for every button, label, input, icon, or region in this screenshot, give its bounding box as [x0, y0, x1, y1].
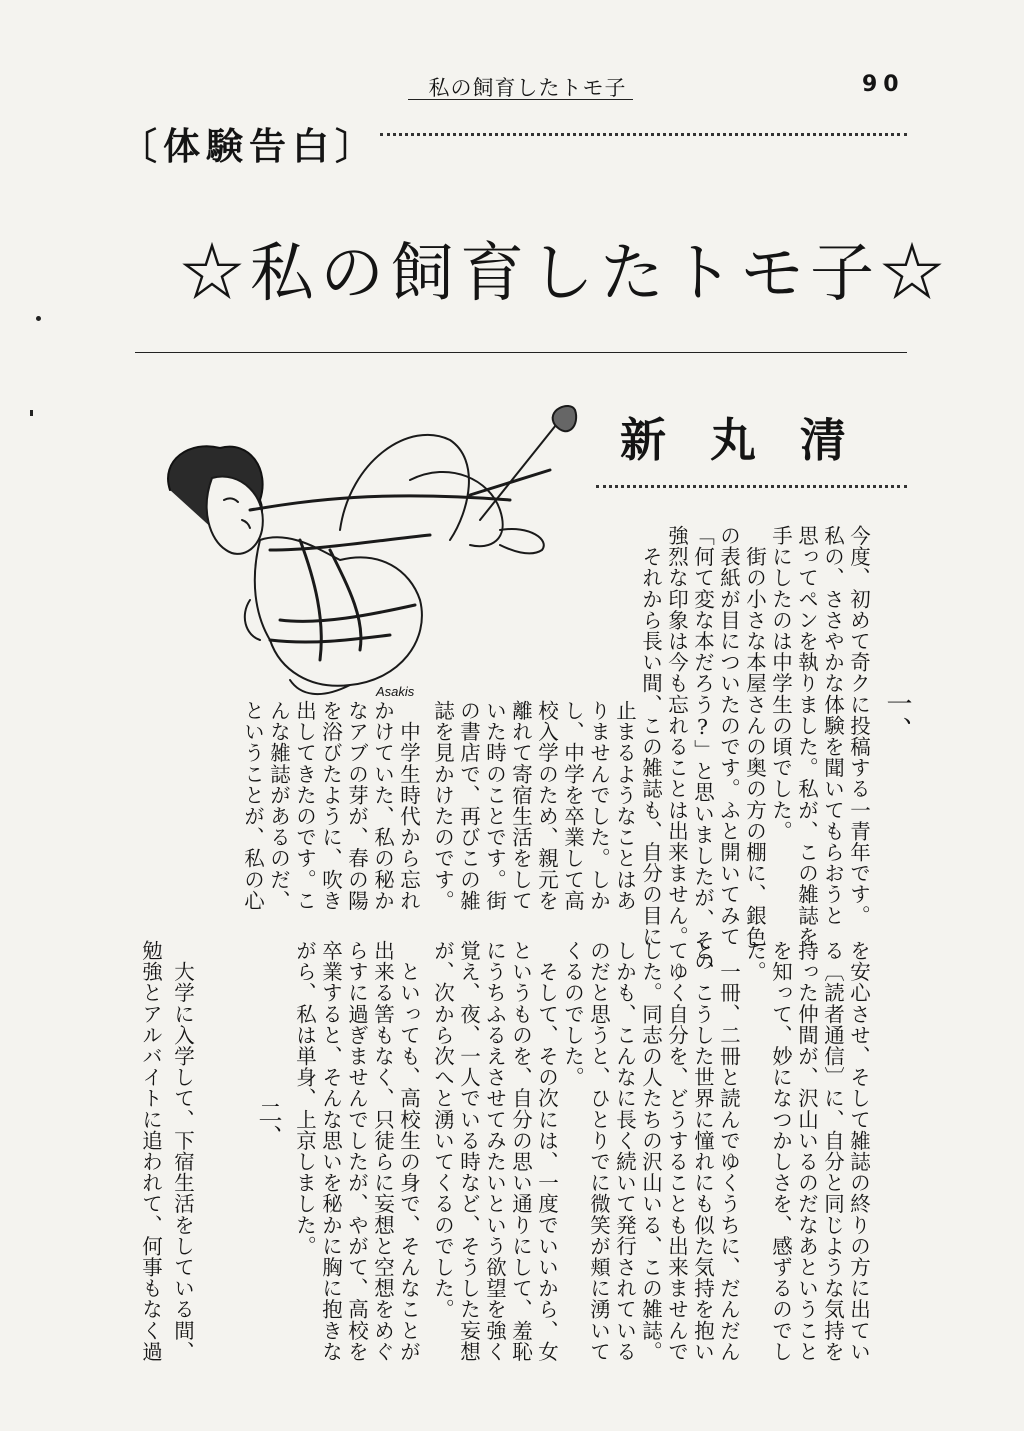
text-column: る〔読者通信〕に、自分と同じような気持を — [820, 940, 845, 1362]
text-column: を安心させ、そして雑誌の終りの方に出てい — [846, 940, 871, 1362]
text-column: 今度、初めて奇クに投稿する一青年です。 — [846, 525, 871, 926]
text-column: 思ってペンを執りました。私が、この雑誌を — [794, 525, 819, 947]
text-column: 誌を見かけたのです。 — [430, 700, 455, 911]
text-column: 「何て変な本だろう?」と思いましたが、その — [690, 525, 715, 972]
rope-figure-illustration — [150, 400, 600, 710]
text-column: 大学に入学して、下宿生活をしている間、 — [170, 940, 195, 1362]
text-column: といっても、高校生の身で、そんなことが — [396, 940, 421, 1362]
section-heading-one: 一、 — [882, 690, 912, 744]
text-column: 覚え、夜、一人でいる時など、そうした妄想 — [456, 940, 481, 1362]
text-column: した。同志の人たちの沢山いる、この雑誌。 — [638, 940, 663, 1362]
text-column: のだと思うと、ひとりでに微笑が頬に湧いて — [586, 940, 611, 1362]
text-column: 出してきたのです。こ — [292, 700, 317, 911]
text-column: しかも、こんなに長く続いて発行されている — [612, 940, 637, 1362]
author-dotted-rule — [596, 485, 907, 488]
text-column: てゆく自分を、どうすることも出来ませんで — [664, 940, 689, 1362]
text-column: 手にしたのは中学生の頃でした。 — [768, 525, 793, 842]
category-dotted-rule — [380, 133, 907, 136]
text-column: 街の小さな本屋さんの奥の方の棚に、銀色 — [742, 525, 767, 947]
text-column: というものを、自分の思い通りにして、羞恥 — [508, 940, 533, 1362]
running-title-underline — [408, 99, 633, 100]
text-column: 強烈な印象は今も忘れることは出来ません。 — [664, 525, 689, 947]
author-name: 新 丸 清 — [620, 413, 861, 467]
text-column: 出来る筈もなく、只徒らに妄想と空想をめぐ — [370, 940, 395, 1362]
text-column: を浴びたように、吹き — [318, 700, 343, 911]
illustration-signature: Asakis — [376, 684, 415, 699]
section-heading-two: 二、 — [254, 1100, 282, 1150]
text-column: らすに過ぎませんでしたが、やがて、高校を — [344, 940, 369, 1362]
text-column: と、こうした世界に憧れにも似た気持を抱い — [690, 940, 715, 1362]
illustration — [150, 400, 600, 710]
text-column: がら、私は単身、上京しました。 — [292, 940, 317, 1257]
text-column: 中学生時代から忘れ — [396, 700, 421, 911]
text-column: 一冊、二冊と読んでゆくうちに、だんだん — [716, 940, 741, 1362]
article-title: ☆私の飼育したトモ子☆ — [180, 237, 950, 311]
text-column: の書店で、再びこの雑 — [456, 700, 481, 911]
text-column: にうちふるえさせてみたいという欲望を強く — [482, 940, 507, 1362]
text-column: いた時のことです。街 — [482, 700, 507, 911]
text-column: た。 — [742, 940, 767, 983]
text-column: を知って、妙になつかしさを、感ずるのでし — [768, 940, 793, 1362]
text-column: かけていた、私の秘か — [370, 700, 395, 911]
text-column: ということが、私の心 — [240, 700, 265, 911]
margin-mark — [30, 410, 33, 416]
text-column: 私の、ささやかな体験を聞いてもらおうと — [820, 525, 845, 926]
category-label: 〔体験告白〕 — [120, 124, 378, 168]
text-column: んな雑誌があるのだ、 — [266, 700, 291, 911]
text-column: し、中学を卒業して高 — [560, 700, 585, 911]
text-column: そして、その次には、一度でいいから、女 — [534, 940, 559, 1362]
text-column: 校入学のため、親元を — [534, 700, 559, 911]
text-column: なアブの芽が、春の陽 — [344, 700, 369, 911]
text-column: 卒業すると、そんな思いを秘かに胸に抱きな — [318, 940, 343, 1362]
text-column: 持った仲間が、沢山いるのだなあということ — [794, 940, 819, 1362]
text-column: が、次から次へと湧いてくるのでした。 — [430, 940, 455, 1320]
text-column: 勉強とアルバイトに追われて、何事もなく過 — [138, 940, 163, 1362]
text-column: それから長い間、この雑誌も、自分の目に — [638, 525, 663, 947]
margin-mark — [36, 316, 41, 321]
text-column: くるのでした。 — [560, 940, 585, 1088]
text-column: 止まるようなことはあ — [612, 700, 637, 911]
text-column: 離れて寄宿生活をして — [508, 700, 533, 911]
text-column: りませんでした。しか — [586, 700, 611, 911]
page-number: 90 — [862, 72, 905, 97]
text-column: の表紙が目についたのです。ふと開いてみて — [716, 525, 741, 947]
title-divider — [135, 352, 907, 353]
running-title: 私の飼育したトモ子 — [428, 76, 627, 100]
